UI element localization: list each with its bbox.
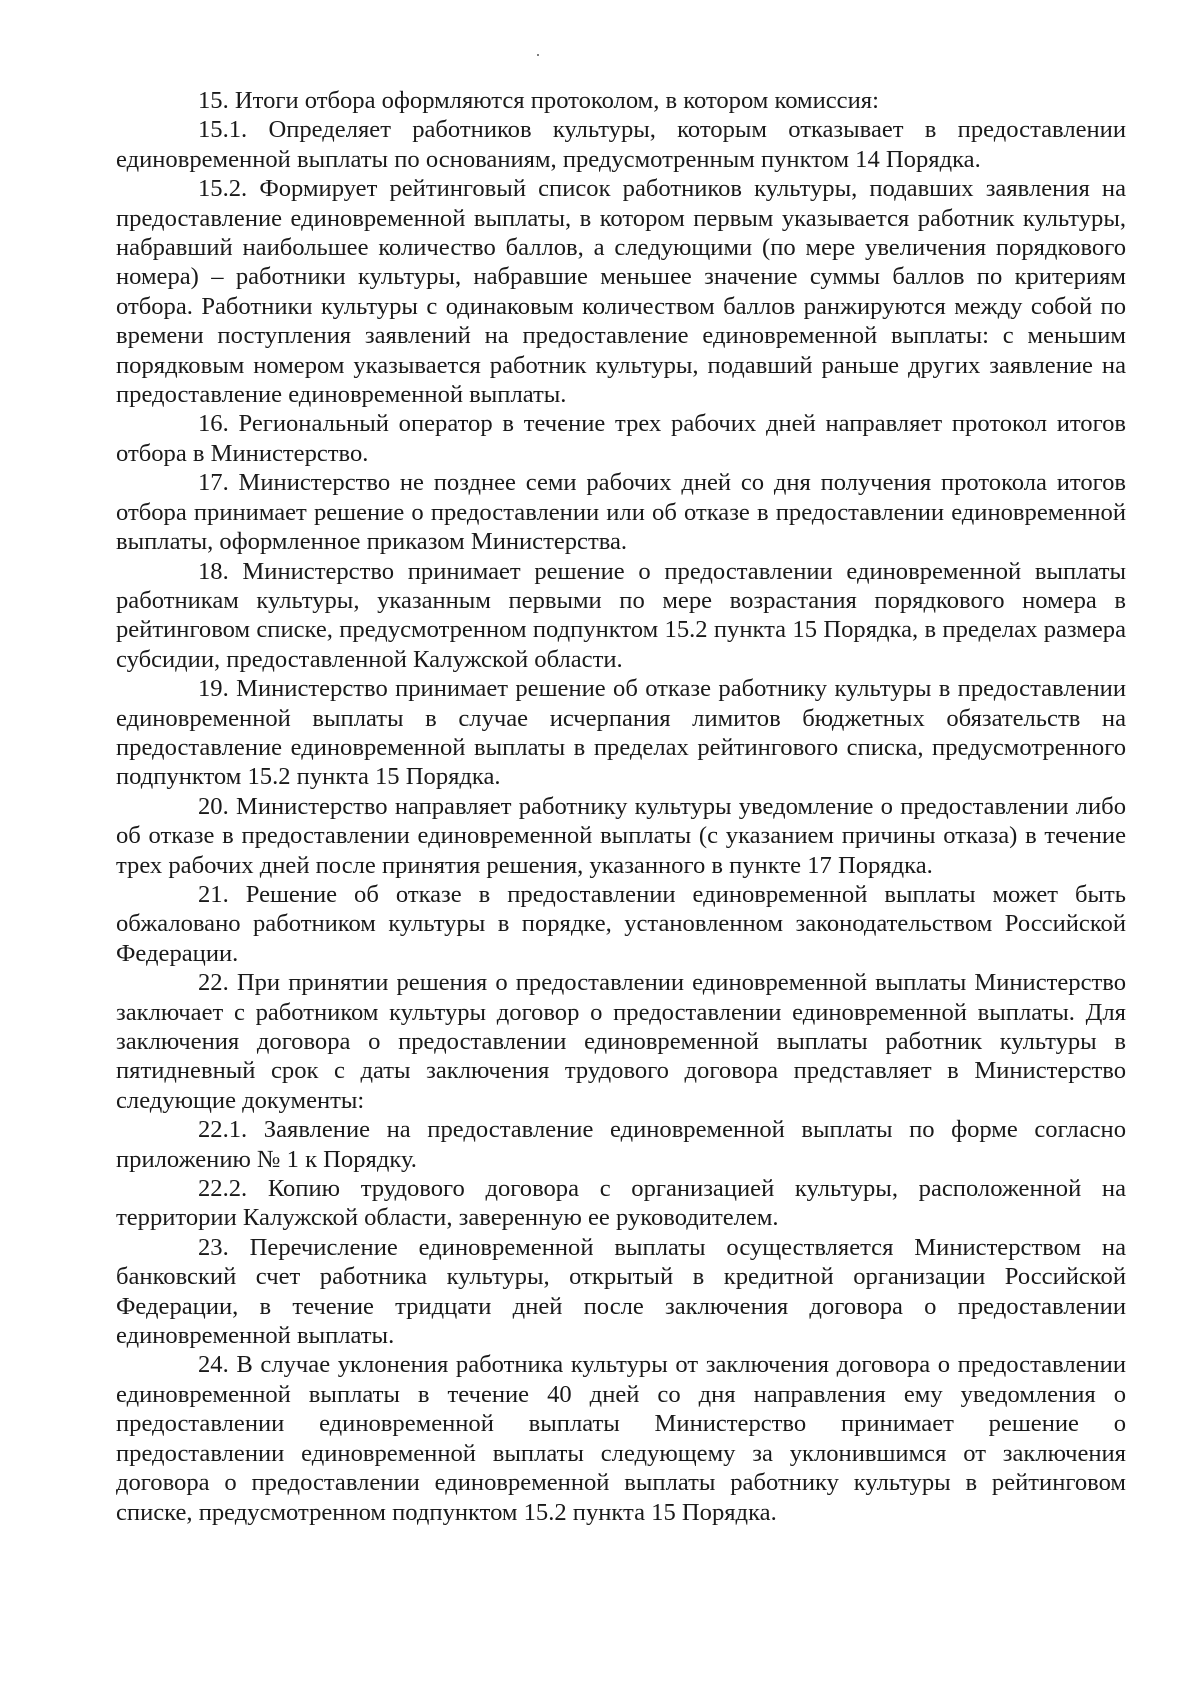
paragraph-16: 16. Региональный оператор в течение трех рабочих дней направляет протокол итогов отбора в Министерство.	[116, 410, 1126, 467]
paragraph-24: 24. В случае уклонения работника культуры от заключения договора о предоставлении единовременной выплаты в течение 40 дней со дня направления ему уведомления о предоставлении единовременной выплаты Министерство принимает решение о предоставлении единовременной выплаты следующему за уклонившимся от заключения договора о предоставлении единовременной выплаты работнику культуры в рейтинговом списке, предусмотренном подпунктом 15.2 пункта 15 Порядка.	[116, 1351, 1126, 1526]
paragraph-20: 20. Министерство направляет работнику культуры уведомление о предоставлении либо об отказе в предоставлении единовременной выплаты (с указанием причины отказа) в течение трех рабочих дней после принятия решения, указанного в пункте 17 Порядка.	[116, 792, 1126, 879]
paragraph-18: 18. Министерство принимает решение о предоставлении единовременной выплаты работникам культуры, указанным первыми по мере возрастания порядкового номера в рейтинговом списке, предусмотренном подпунктом 15.2 пункта 15 Порядка, в пределах размера субсидии, предоставленной Калужской области.	[116, 557, 1126, 673]
paragraph-15: 15. Итоги отбора оформляются протоколом, в котором комиссия:	[198, 87, 879, 114]
paragraph-15-1: 15.1. Определяет работников культуры, которым отказывает в предоставлении единовременной выплаты по основаниям, предусмотренным пунктом 14 Порядка.	[116, 116, 1126, 173]
paragraph-22-1: 22.1. Заявление на предоставление единовременной выплаты по форме согласно приложению № 1 к Порядку.	[116, 1116, 1126, 1173]
scan-artifact-dot	[537, 54, 539, 56]
document-body	[116, 86, 1126, 1527]
paragraph-15-2: 15.2. Формирует рейтинговый список работников культуры, подавших заявления на предоставление единовременной выплаты, в котором первым указывается работник культуры, набравший наибольшее количество баллов, а следующими (по мере увеличения порядкового номера) – работники культуры, набравшие меньшее значение суммы баллов по критериям отбора. Работники культуры с одинаковым количеством баллов ранжируются между собой по времени поступления заявлений на предоставление единовременной выплаты: с меньшим порядковым номером указывается работник культуры, подавший раньше других заявление на предоставление единовременной выплаты.	[116, 175, 1126, 409]
paragraph-17: 17. Министерство не позднее семи рабочих дней со дня получения протокола итогов отбора принимает решение о предоставлении или об отказе в предоставлении единовременной выплаты, оформленное приказом Министерства.	[116, 469, 1126, 556]
paragraph-22-2: 22.2. Копию трудового договора с организацией культуры, расположенной на территории Калужской области, заверенную ее руководителем.	[116, 1175, 1126, 1232]
paragraph-21: 21. Решение об отказе в предоставлении единовременной выплаты может быть обжаловано работником культуры в порядке, установленном законодательством Российской Федерации.	[116, 880, 1126, 967]
paragraph-19: 19. Министерство принимает решение об отказе работнику культуры в предоставлении единовременной выплаты в случае исчерпания лимитов бюджетных обязательств на предоставление единовременной выплаты в пределах рейтингового списка, предусмотренного подпунктом 15.2 пункта 15 Порядка.	[116, 675, 1126, 791]
paragraph-23: 23. Перечисление единовременной выплаты осуществляется Министерством на банковский счет работника культуры, открытый в кредитной организации Российской Федерации, в течение тридцати дней после заключения договора о предоставлении единовременной выплаты.	[116, 1233, 1126, 1350]
paragraph-22: 22. При принятии решения о предоставлении единовременной выплаты Министерство заключает с работником культуры договор о предоставлении единовременной выплаты. Для заключения договора о предоставлении единовременной выплаты работник культуры в пятидневный срок с даты заключения трудового договора представляет в Министерство следующие документы:	[116, 969, 1126, 1114]
